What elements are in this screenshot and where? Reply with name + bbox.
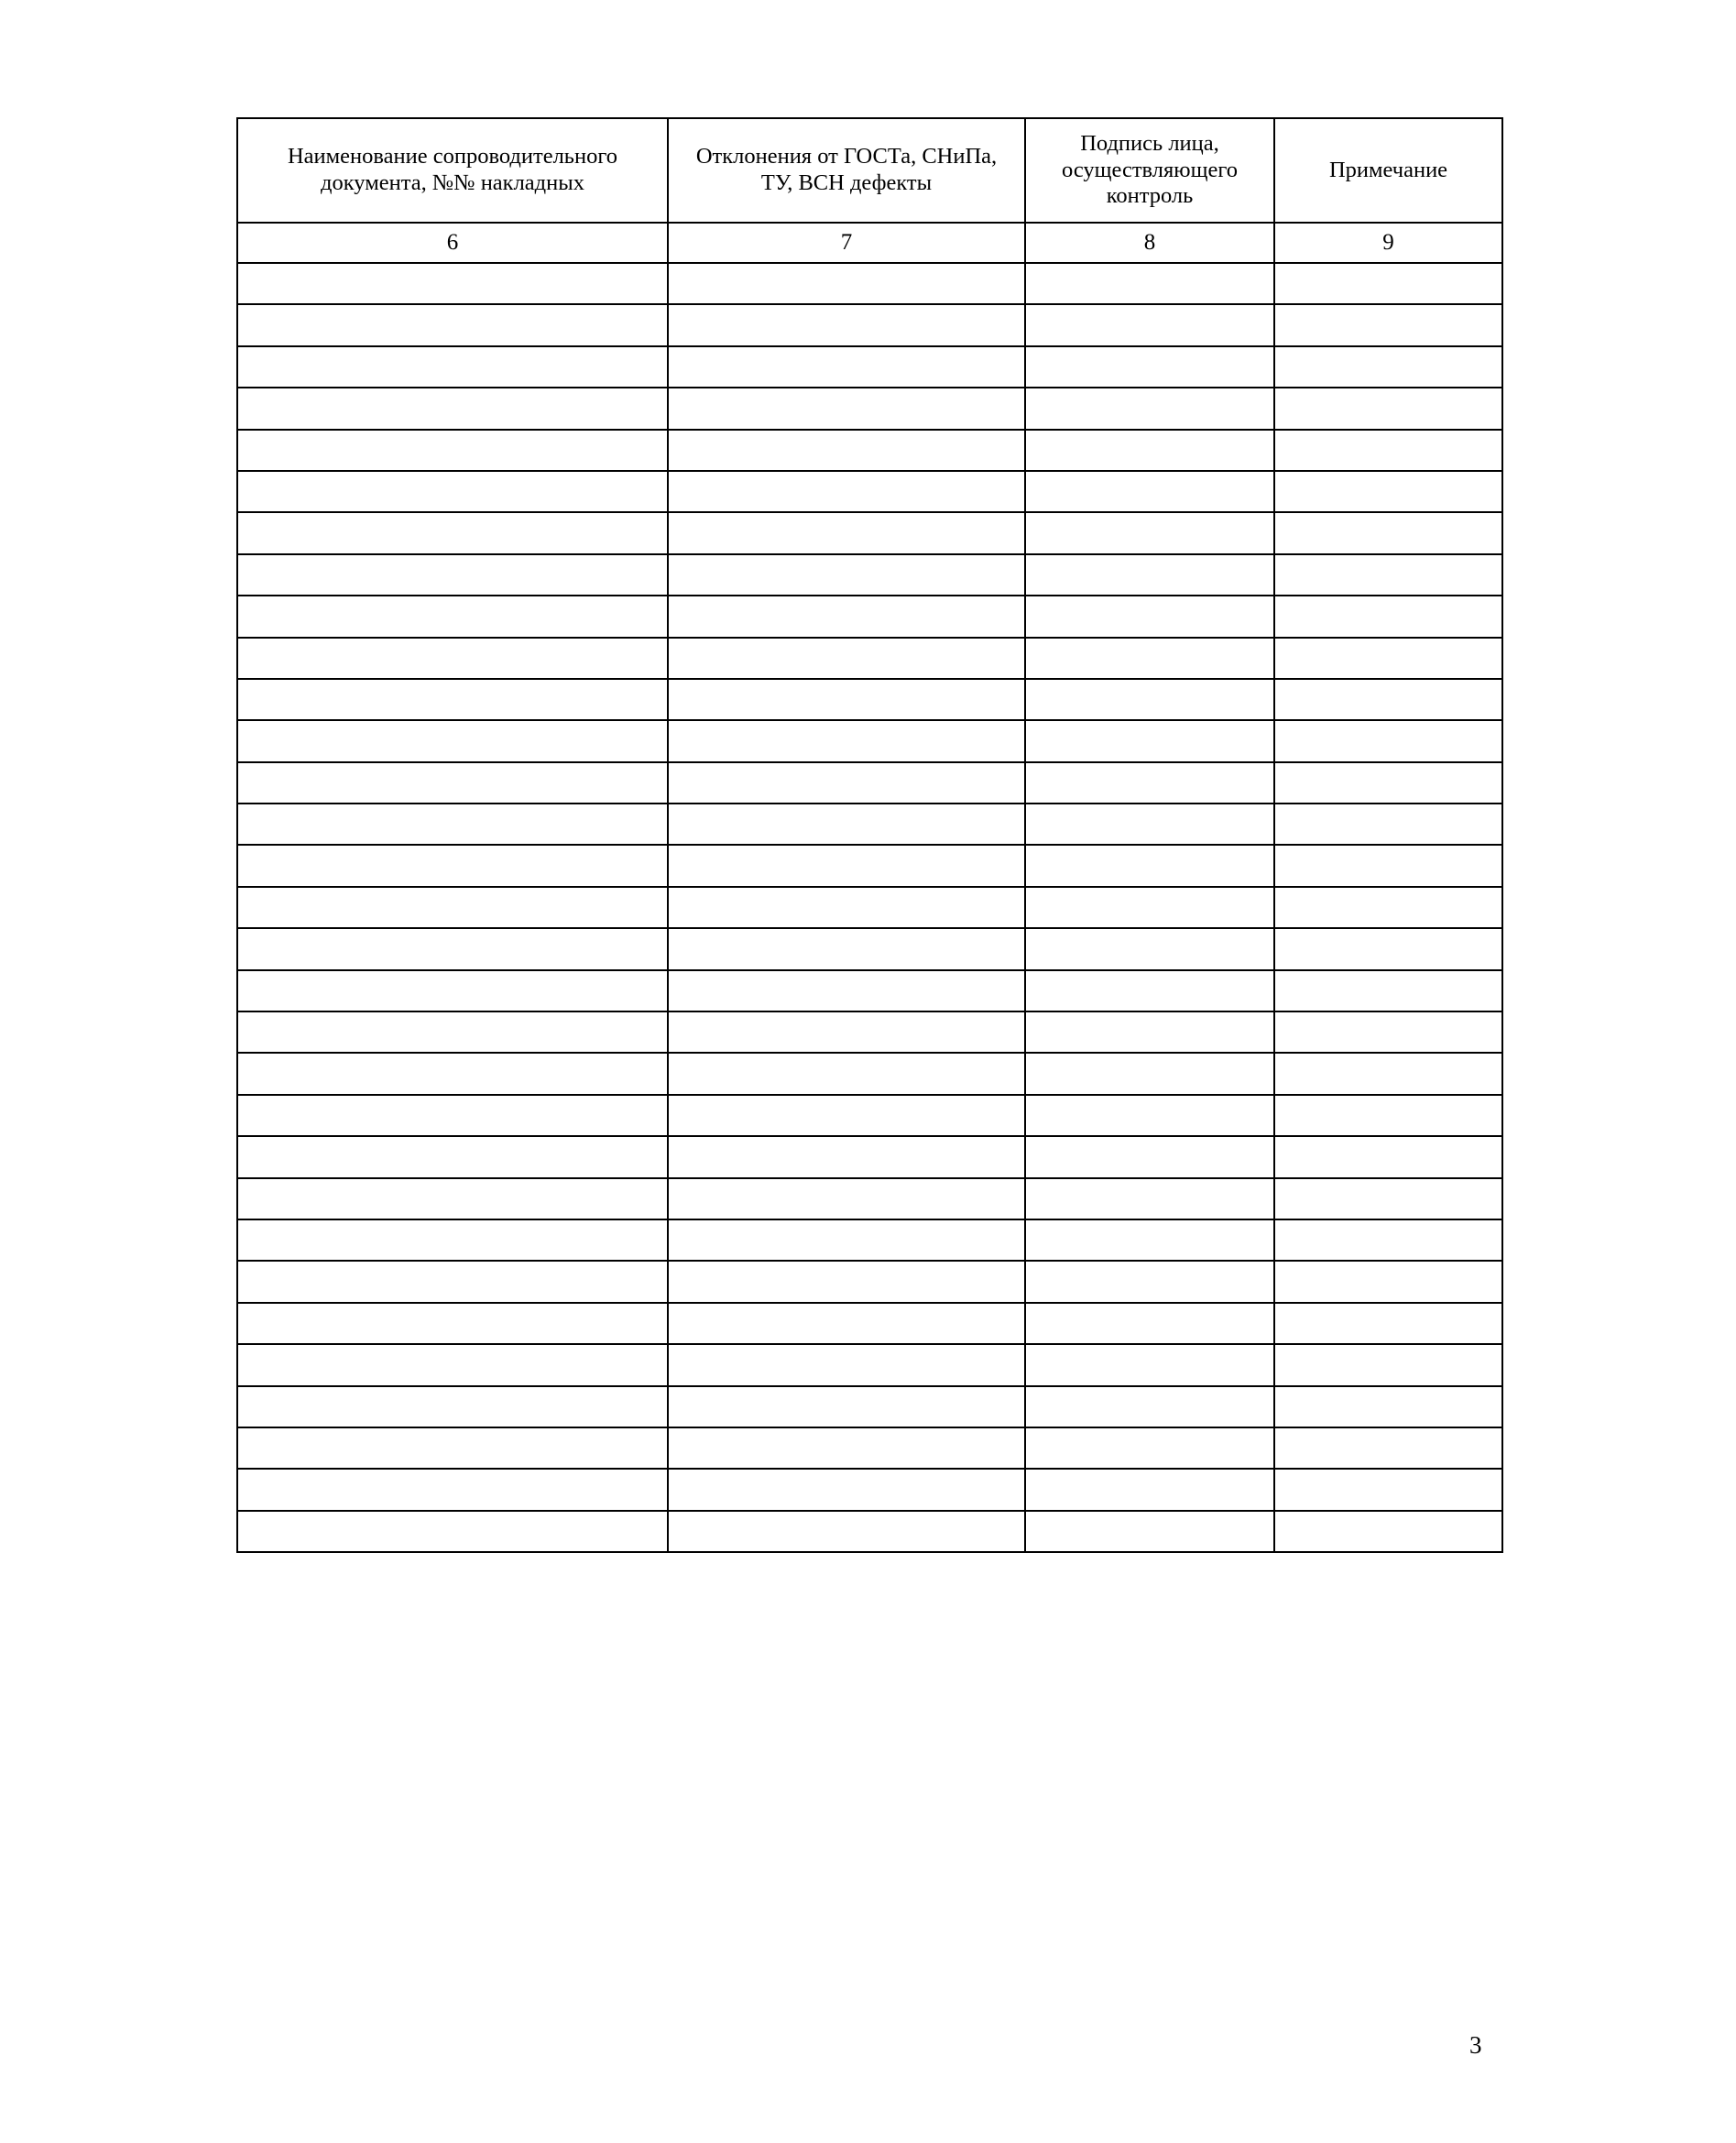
table-row bbox=[237, 638, 1502, 679]
table-row bbox=[237, 1053, 1502, 1094]
column-header-notes bbox=[1274, 118, 1502, 223]
cell-signature[interactable] bbox=[1025, 1469, 1274, 1510]
cell-notes[interactable] bbox=[1274, 762, 1502, 804]
cell-notes[interactable] bbox=[1274, 263, 1502, 304]
cell-signature[interactable] bbox=[1025, 1386, 1274, 1427]
cell-notes[interactable] bbox=[1274, 679, 1502, 720]
cell-document-name[interactable] bbox=[237, 1303, 668, 1344]
cell-document-name[interactable] bbox=[237, 1469, 668, 1510]
cell-notes[interactable] bbox=[1274, 638, 1502, 679]
cell-deviations[interactable] bbox=[668, 970, 1025, 1011]
table-row bbox=[237, 1427, 1502, 1469]
page-number: 3 bbox=[1469, 2031, 1482, 2059]
cell-document-name[interactable] bbox=[237, 679, 668, 720]
cell-document-name[interactable] bbox=[237, 1053, 668, 1094]
cell-deviations[interactable] bbox=[668, 762, 1025, 804]
cell-signature[interactable] bbox=[1025, 430, 1274, 471]
cell-notes[interactable] bbox=[1274, 1261, 1502, 1302]
table-row bbox=[237, 720, 1502, 761]
cell-signature[interactable] bbox=[1025, 679, 1274, 720]
column-number-6: 6 bbox=[237, 223, 668, 263]
cell-signature[interactable] bbox=[1025, 471, 1274, 512]
table-row bbox=[237, 1011, 1502, 1053]
cell-deviations[interactable] bbox=[668, 845, 1025, 886]
cell-deviations[interactable] bbox=[668, 1136, 1025, 1177]
table-row bbox=[237, 1303, 1502, 1344]
cell-document-name[interactable] bbox=[237, 1386, 668, 1427]
column-number-9: 9 bbox=[1274, 223, 1502, 263]
cell-notes[interactable] bbox=[1274, 554, 1502, 596]
cell-notes[interactable] bbox=[1274, 596, 1502, 637]
cell-document-name[interactable] bbox=[237, 1011, 668, 1053]
cell-signature[interactable] bbox=[1025, 970, 1274, 1011]
cell-document-name[interactable] bbox=[237, 638, 668, 679]
cell-signature[interactable] bbox=[1025, 1136, 1274, 1177]
cell-notes[interactable] bbox=[1274, 346, 1502, 388]
cell-document-name[interactable] bbox=[237, 263, 668, 304]
cell-document-name[interactable] bbox=[237, 1095, 668, 1136]
table-row bbox=[237, 1469, 1502, 1510]
cell-document-name[interactable] bbox=[237, 720, 668, 761]
cell-deviations[interactable] bbox=[668, 1219, 1025, 1261]
column-number-7: 7 bbox=[668, 223, 1025, 263]
cell-signature[interactable] bbox=[1025, 554, 1274, 596]
cell-document-name[interactable] bbox=[237, 304, 668, 345]
cell-document-name[interactable] bbox=[237, 512, 668, 553]
table-row bbox=[237, 1219, 1502, 1261]
table-row bbox=[237, 1511, 1502, 1552]
cell-signature[interactable] bbox=[1025, 887, 1274, 928]
table-column-numbers-row bbox=[237, 223, 1502, 263]
cell-signature[interactable] bbox=[1025, 388, 1274, 429]
cell-document-name[interactable] bbox=[237, 928, 668, 969]
cell-notes[interactable] bbox=[1274, 304, 1502, 345]
column-header-deviations-label: Отклонения от ГОСТа, СНиПа, ТУ, ВСН дефекты bbox=[695, 144, 998, 195]
cell-document-name[interactable] bbox=[237, 762, 668, 804]
table-row bbox=[237, 762, 1502, 804]
cell-document-name[interactable] bbox=[237, 1136, 668, 1177]
cell-signature[interactable] bbox=[1025, 638, 1274, 679]
cell-deviations[interactable] bbox=[668, 1427, 1025, 1469]
cell-signature[interactable] bbox=[1025, 1178, 1274, 1219]
cell-signature[interactable] bbox=[1025, 928, 1274, 969]
cell-signature[interactable] bbox=[1025, 1011, 1274, 1053]
table-row bbox=[237, 430, 1502, 471]
cell-signature[interactable] bbox=[1025, 720, 1274, 761]
cell-notes[interactable] bbox=[1274, 720, 1502, 761]
cell-deviations[interactable] bbox=[668, 1303, 1025, 1344]
cell-notes[interactable] bbox=[1274, 1136, 1502, 1177]
table-row bbox=[237, 970, 1502, 1011]
cell-document-name[interactable] bbox=[237, 430, 668, 471]
cell-deviations[interactable] bbox=[668, 1386, 1025, 1427]
cell-document-name[interactable] bbox=[237, 554, 668, 596]
column-header-signature bbox=[1025, 118, 1274, 223]
cell-deviations[interactable] bbox=[668, 720, 1025, 761]
cell-notes[interactable] bbox=[1274, 1303, 1502, 1344]
cell-notes[interactable] bbox=[1274, 430, 1502, 471]
table-row bbox=[237, 1095, 1502, 1136]
cell-notes[interactable] bbox=[1274, 388, 1502, 429]
cell-document-name[interactable] bbox=[237, 471, 668, 512]
table-header-row bbox=[237, 118, 1502, 223]
cell-deviations[interactable] bbox=[668, 1178, 1025, 1219]
table-row bbox=[237, 1261, 1502, 1302]
cell-notes[interactable] bbox=[1274, 1386, 1502, 1427]
table-row bbox=[237, 845, 1502, 886]
cell-deviations[interactable] bbox=[668, 554, 1025, 596]
cell-deviations[interactable] bbox=[668, 1344, 1025, 1385]
table-row bbox=[237, 1344, 1502, 1385]
table-row bbox=[237, 512, 1502, 553]
cell-document-name[interactable] bbox=[237, 970, 668, 1011]
cell-document-name[interactable] bbox=[237, 1219, 668, 1261]
cell-deviations[interactable] bbox=[668, 346, 1025, 388]
cell-document-name[interactable] bbox=[237, 1427, 668, 1469]
cell-document-name[interactable] bbox=[237, 1261, 668, 1302]
cell-document-name[interactable] bbox=[237, 1511, 668, 1552]
cell-notes[interactable] bbox=[1274, 1053, 1502, 1094]
cell-signature[interactable] bbox=[1025, 304, 1274, 345]
column-header-document-name bbox=[237, 118, 668, 223]
cell-signature[interactable] bbox=[1025, 804, 1274, 845]
cell-signature[interactable] bbox=[1025, 1095, 1274, 1136]
column-header-document-name-label: Наименование сопроводительного документа, №№ накладных bbox=[287, 144, 618, 195]
table-row bbox=[237, 596, 1502, 637]
table-row bbox=[237, 928, 1502, 969]
cell-notes[interactable] bbox=[1274, 1469, 1502, 1510]
table-row bbox=[237, 388, 1502, 429]
cell-notes[interactable] bbox=[1274, 512, 1502, 553]
cell-signature[interactable] bbox=[1025, 596, 1274, 637]
table-row bbox=[237, 263, 1502, 304]
table-row bbox=[237, 1386, 1502, 1427]
inspection-log-table bbox=[236, 117, 1503, 1553]
cell-signature[interactable] bbox=[1025, 1219, 1274, 1261]
column-number-8: 8 bbox=[1025, 223, 1274, 263]
cell-deviations[interactable] bbox=[668, 638, 1025, 679]
cell-notes[interactable] bbox=[1274, 970, 1502, 1011]
cell-notes[interactable] bbox=[1274, 1219, 1502, 1261]
table-row bbox=[237, 1136, 1502, 1177]
cell-signature[interactable] bbox=[1025, 1511, 1274, 1552]
column-header-deviations bbox=[668, 118, 1025, 223]
cell-signature[interactable] bbox=[1025, 762, 1274, 804]
cell-notes[interactable] bbox=[1274, 1427, 1502, 1469]
table-row bbox=[237, 471, 1502, 512]
cell-signature[interactable] bbox=[1025, 1303, 1274, 1344]
cell-notes[interactable] bbox=[1274, 887, 1502, 928]
cell-deviations[interactable] bbox=[668, 928, 1025, 969]
table-row bbox=[237, 679, 1502, 720]
cell-notes[interactable] bbox=[1274, 804, 1502, 845]
cell-notes[interactable] bbox=[1274, 1511, 1502, 1552]
cell-signature[interactable] bbox=[1025, 1427, 1274, 1469]
cell-deviations[interactable] bbox=[668, 1469, 1025, 1510]
cell-deviations[interactable] bbox=[668, 430, 1025, 471]
cell-deviations[interactable] bbox=[668, 887, 1025, 928]
cell-document-name[interactable] bbox=[237, 1344, 668, 1385]
table-row bbox=[237, 304, 1502, 345]
cell-notes[interactable] bbox=[1274, 1344, 1502, 1385]
cell-document-name[interactable] bbox=[237, 388, 668, 429]
cell-deviations[interactable] bbox=[668, 512, 1025, 553]
cell-deviations[interactable] bbox=[668, 596, 1025, 637]
cell-signature[interactable] bbox=[1025, 1053, 1274, 1094]
cell-deviations[interactable] bbox=[668, 1095, 1025, 1136]
table-row bbox=[237, 1178, 1502, 1219]
cell-notes[interactable] bbox=[1274, 1178, 1502, 1219]
table-container bbox=[236, 117, 1501, 1553]
cell-document-name[interactable] bbox=[237, 596, 668, 637]
cell-deviations[interactable] bbox=[668, 304, 1025, 345]
cell-document-name[interactable] bbox=[237, 1178, 668, 1219]
table-row bbox=[237, 554, 1502, 596]
cell-deviations[interactable] bbox=[668, 679, 1025, 720]
cell-deviations[interactable] bbox=[668, 388, 1025, 429]
cell-deviations[interactable] bbox=[668, 1511, 1025, 1552]
cell-notes[interactable] bbox=[1274, 1095, 1502, 1136]
cell-deviations[interactable] bbox=[668, 804, 1025, 845]
cell-notes[interactable] bbox=[1274, 928, 1502, 969]
cell-deviations[interactable] bbox=[668, 1261, 1025, 1302]
cell-signature[interactable] bbox=[1025, 346, 1274, 388]
cell-document-name[interactable] bbox=[237, 346, 668, 388]
cell-deviations[interactable] bbox=[668, 1053, 1025, 1094]
cell-signature[interactable] bbox=[1025, 1261, 1274, 1302]
cell-notes[interactable] bbox=[1274, 845, 1502, 886]
cell-signature[interactable] bbox=[1025, 512, 1274, 553]
column-header-notes-label: Примечание bbox=[1328, 157, 1448, 182]
cell-deviations[interactable] bbox=[668, 471, 1025, 512]
column-header-signature-label: Подпись лица, осуществляющего контроль bbox=[1061, 130, 1239, 209]
cell-notes[interactable] bbox=[1274, 471, 1502, 512]
cell-deviations[interactable] bbox=[668, 263, 1025, 304]
table-row bbox=[237, 887, 1502, 928]
cell-signature[interactable] bbox=[1025, 1344, 1274, 1385]
table-row bbox=[237, 346, 1502, 388]
table-row bbox=[237, 804, 1502, 845]
cell-deviations[interactable] bbox=[668, 1011, 1025, 1053]
cell-signature[interactable] bbox=[1025, 845, 1274, 886]
cell-notes[interactable] bbox=[1274, 1011, 1502, 1053]
cell-document-name[interactable] bbox=[237, 804, 668, 845]
cell-document-name[interactable] bbox=[237, 845, 668, 886]
cell-signature[interactable] bbox=[1025, 263, 1274, 304]
cell-document-name[interactable] bbox=[237, 887, 668, 928]
